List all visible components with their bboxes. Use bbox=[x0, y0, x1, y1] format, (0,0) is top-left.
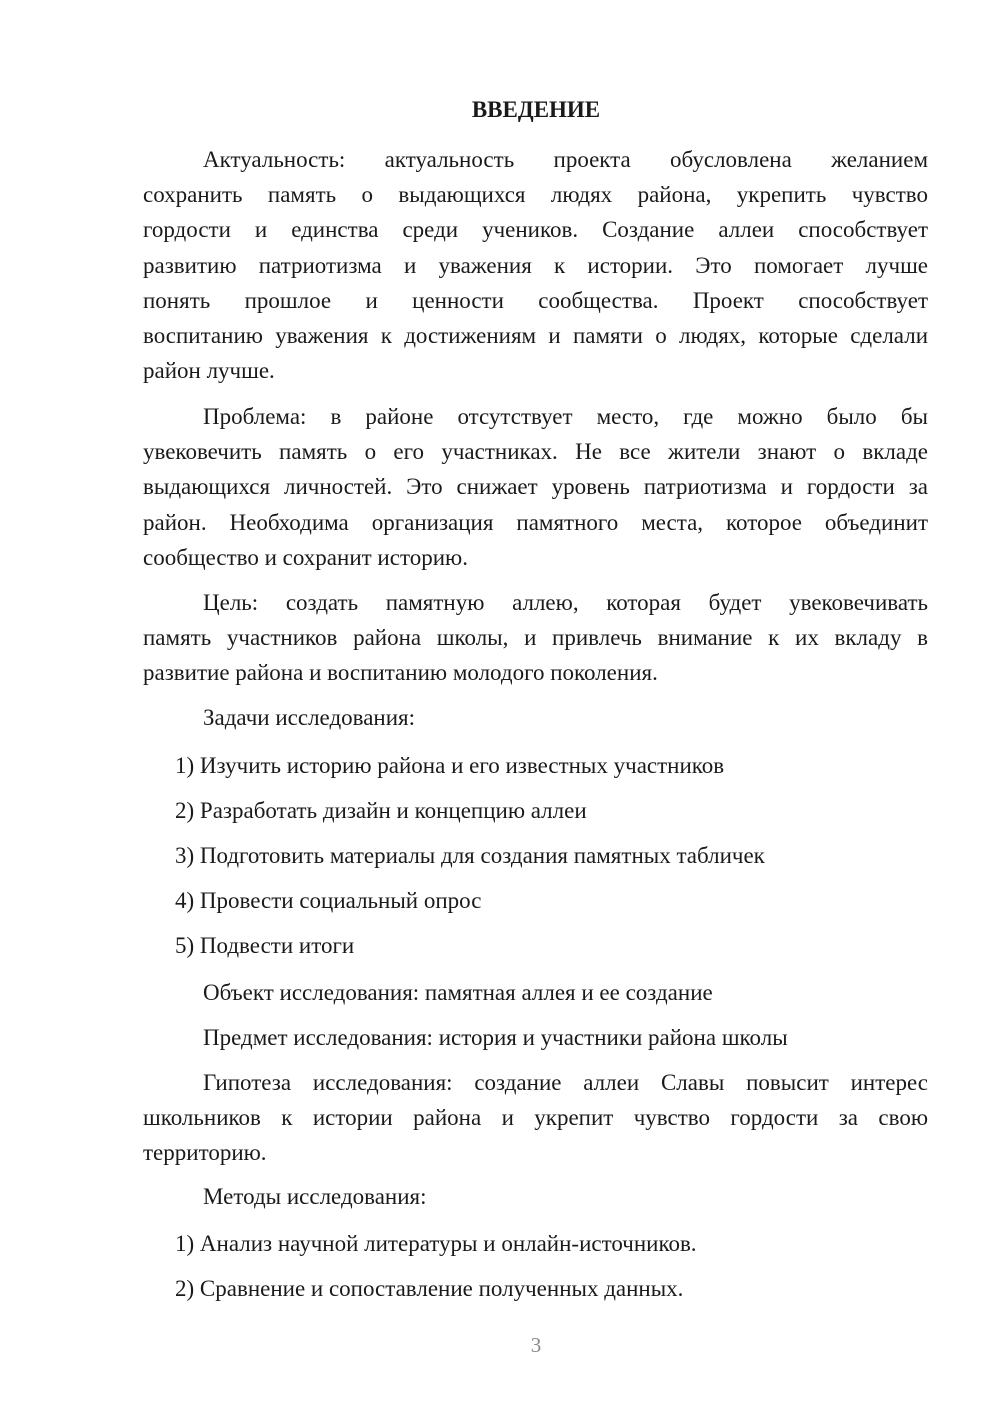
text-line: территорию. bbox=[143, 1140, 267, 1166]
list-item: 1) Анализ научной литературы и онлайн-источников. bbox=[175, 1231, 697, 1256]
tasks-heading bbox=[143, 700, 928, 735]
methods-heading-text: Методы исследования: bbox=[203, 1184, 427, 1209]
tasks-heading-text: Задачи исследования: bbox=[203, 705, 416, 730]
text-line: гордости и единства среди учеников. Создание аллеи способствует bbox=[143, 217, 928, 243]
methods-heading bbox=[143, 1179, 928, 1214]
paragraph-relevance bbox=[143, 142, 928, 388]
list-item: 2) Разработать дизайн и концепцию аллеи bbox=[175, 798, 587, 823]
paragraph-goal bbox=[143, 585, 928, 691]
text-line: увековечить память о его участниках. Не все жители знают о вкладе bbox=[143, 439, 928, 465]
text-line: школьников к истории района и укрепит чувство гордости за свою bbox=[143, 1105, 928, 1131]
section-title: ВВЕДЕНИЕ bbox=[471, 97, 601, 122]
text-line: воспитанию уважения к достижениям и памяти о людях, которые сделали bbox=[143, 322, 928, 348]
text-line: Проблема: в районе отсутствует место, где можно было бы bbox=[203, 404, 928, 429]
text-line: район. Необходима организация памятного места, которое объединит bbox=[143, 509, 928, 535]
text-line: сохранить память о выдающихся людях района, укрепить чувство bbox=[143, 182, 928, 208]
paragraph-hypothesis bbox=[143, 1065, 928, 1171]
text-line: развитию патриотизма и уважения к истории. Это помогает лучше bbox=[143, 252, 928, 278]
list-item: 4) Провести социальный опрос bbox=[175, 888, 482, 913]
list-item: 2) Сравнение и сопоставление полученных данных. bbox=[175, 1276, 684, 1301]
text-line: понять прошлое и ценности сообщества. Проект способствует bbox=[143, 287, 928, 313]
list-item: 1) Изучить историю района и его известных участников bbox=[175, 753, 725, 778]
paragraph-problem bbox=[143, 399, 928, 575]
text-line: развитие района и воспитанию молодого поколения. bbox=[143, 660, 658, 686]
text-line: сообщество и сохранит историю. bbox=[143, 544, 468, 570]
text-line: память участников района школы, и привлечь внимание к их вкладу в bbox=[143, 625, 928, 651]
tasks-list bbox=[143, 743, 928, 1060]
page-number: 3 bbox=[530, 1333, 542, 1357]
research-object: Объект исследования: памятная аллея и ее создание bbox=[203, 980, 713, 1005]
text-line: район лучше. bbox=[143, 358, 275, 384]
text-line: Гипотеза исследования: создание аллеи Славы повысит интерес bbox=[203, 1070, 928, 1095]
list-item: 3) Подготовить материалы для создания памятных табличек bbox=[175, 843, 765, 868]
methods-list bbox=[143, 1221, 928, 1311]
text-line: Цель: создать памятную аллею, которая будет увековечивать bbox=[203, 590, 928, 615]
list-item: 5) Подвести итоги bbox=[175, 933, 355, 958]
research-subject: Предмет исследования: история и участники района школы bbox=[203, 1025, 788, 1050]
text-line: Актуальность: актуальность проекта обусловлена желанием bbox=[203, 147, 928, 172]
text-line: выдающихся личностей. Это снижает уровень патриотизма и гордости за bbox=[143, 474, 928, 500]
